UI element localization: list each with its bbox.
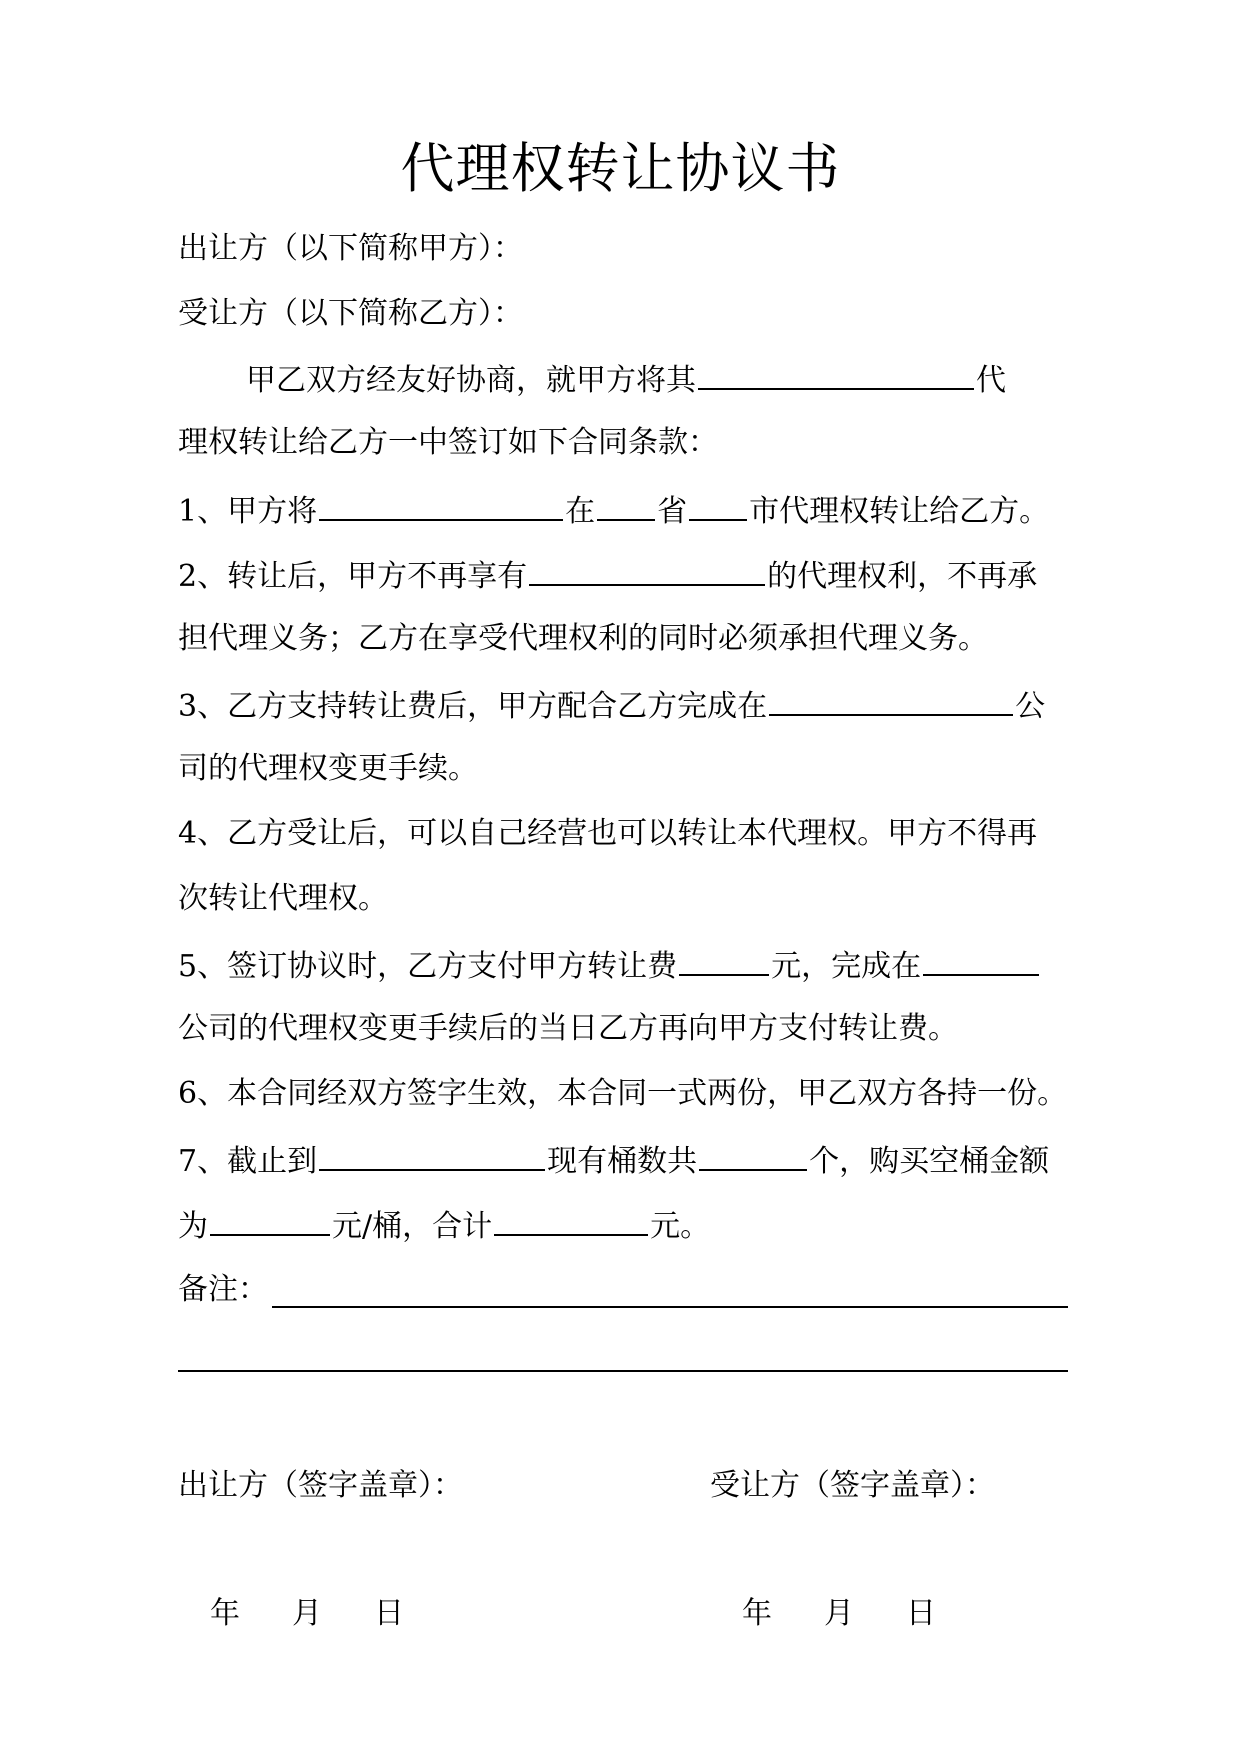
transferee-date-year: 年 <box>742 1596 772 1631</box>
clause-1 <box>178 489 1049 532</box>
clause-3-text-b: 公 <box>1015 689 1046 724</box>
clause-2-text-a: 2、转让后，甲方不再享有 <box>178 559 528 594</box>
barrel-count-blank[interactable] <box>699 1139 807 1171</box>
clause-3-line-2: 司的代理权变更手续。 <box>178 751 478 786</box>
clause-4-line-1: 4、乙方受让后，可以自己经营也可以转让本代理权。甲方不得再 <box>178 816 1038 851</box>
intro-line-1 <box>246 358 1006 401</box>
total-amount-blank[interactable] <box>494 1204 648 1236</box>
intro-text-a: 甲乙双方经友好协商，就甲方将其 <box>246 363 696 398</box>
transferor-date-year: 年 <box>210 1596 240 1631</box>
clause-3-company-blank[interactable] <box>769 684 1013 716</box>
clause-5-company-blank[interactable] <box>923 944 1039 976</box>
clause-7-text-b: 现有桶数共 <box>547 1144 698 1179</box>
clause-5-line-2: 公司的代理权变更手续后的当日乙方再向甲方支付转让费。 <box>178 1011 958 1046</box>
cutoff-date-blank[interactable] <box>319 1139 545 1171</box>
clause-3-text-a: 3、乙方支持转让费后，甲方配合乙方完成在 <box>178 689 768 724</box>
clause-1-text-d: 市代理权转让给乙方。 <box>749 494 1050 529</box>
clause-7-line-1 <box>178 1139 1049 1182</box>
clause-1-text-c: 省 <box>657 494 688 529</box>
clause-7-text-a: 7、截止到 <box>178 1144 318 1179</box>
clause-7-line-2-text-b: 元/桶，合计 <box>332 1209 493 1244</box>
remarks-line-1[interactable] <box>272 1306 1068 1308</box>
transferor-date <box>210 1594 404 1634</box>
intro-line-2: 理权转让给乙方一中签订如下合同条款： <box>178 425 718 460</box>
clause-1-province-blank[interactable] <box>597 489 655 521</box>
clause-4-line-2: 次转让代理权。 <box>178 881 388 916</box>
transferee-date-month: 月 <box>824 1596 854 1631</box>
clause-1-text-a: 1、甲方将 <box>178 494 318 529</box>
remarks-label: 备注： <box>178 1272 268 1307</box>
transferor-date-day: 日 <box>374 1596 404 1631</box>
clause-7-line-2-text-c: 元。 <box>650 1209 711 1244</box>
clause-6: 6、本合同经双方签字生效，本合同一式两份，甲乙双方各持一份。 <box>178 1076 1068 1111</box>
transferee-date-day: 日 <box>906 1596 936 1631</box>
agency-name-blank[interactable] <box>698 358 974 390</box>
clause-1-text-b: 在 <box>565 494 596 529</box>
clause-1-city-blank[interactable] <box>689 489 747 521</box>
clause-7-line-2-text-a: 为 <box>178 1209 208 1244</box>
clause-7-text-c: 个，购买空桶金额 <box>809 1144 1050 1179</box>
clause-2-line-1 <box>178 554 1037 597</box>
unit-price-blank[interactable] <box>210 1204 330 1236</box>
transfer-fee-blank[interactable] <box>679 944 769 976</box>
clause-3-line-1 <box>178 684 1045 727</box>
clause-1-agency-blank[interactable] <box>319 489 563 521</box>
clause-5-text-a: 5、签订协议时，乙方支付甲方转让费 <box>178 949 678 984</box>
clause-2-agency-blank[interactable] <box>529 554 765 586</box>
clause-5-text-b: 元，完成在 <box>771 949 922 984</box>
remarks-line-2[interactable] <box>178 1370 1068 1372</box>
transferee-signature-label: 受让方（签字盖章）： <box>710 1468 995 1503</box>
transferor-line: 出让方（以下简称甲方）： <box>178 231 523 266</box>
clause-5-line-1 <box>178 944 1041 987</box>
intro-text-b: 代 <box>976 363 1006 398</box>
transferee-date <box>742 1594 936 1634</box>
clause-7-line-2 <box>178 1204 710 1247</box>
clause-2-line-2: 担代理义务；乙方在享受代理权利的同时必须承担代理义务。 <box>178 621 988 656</box>
document-title: 代理权转让协议书 <box>400 137 841 200</box>
clause-2-text-b: 的代理权利，不再承 <box>767 559 1038 594</box>
transferor-date-month: 月 <box>292 1596 322 1631</box>
transferor-signature-label: 出让方（签字盖章）： <box>178 1468 463 1503</box>
transferee-line: 受让方（以下简称乙方）： <box>178 296 523 331</box>
